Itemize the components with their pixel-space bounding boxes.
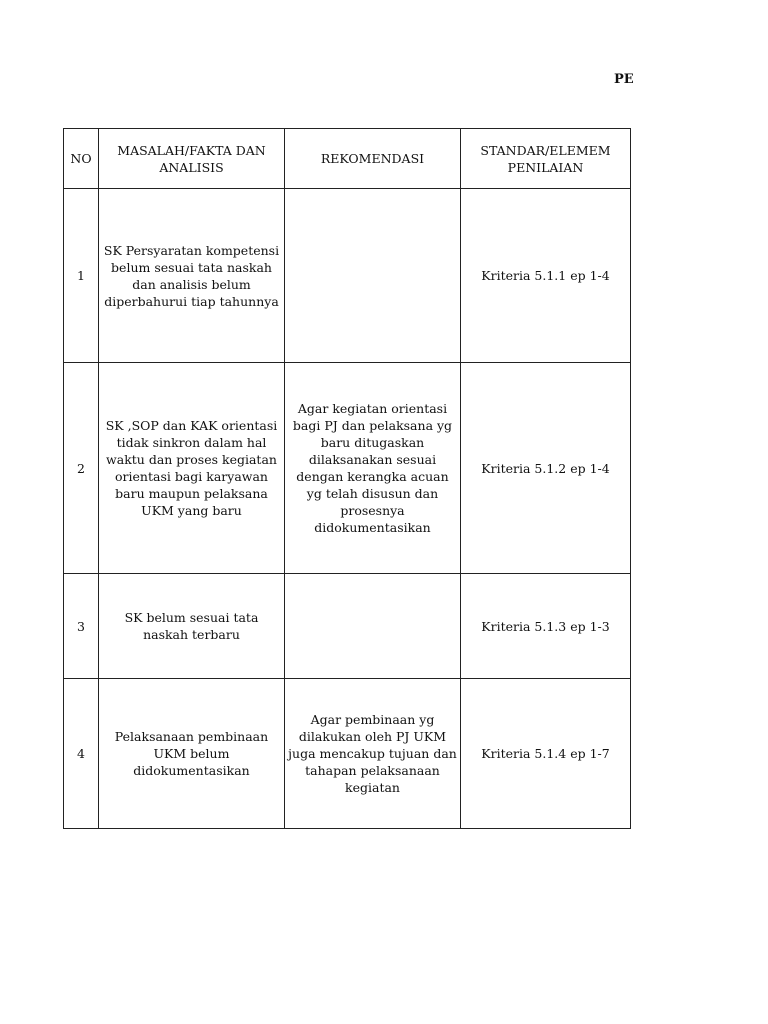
table-row (64, 189, 631, 363)
row-number: 3 (64, 574, 99, 679)
document-title-clipped: PE (614, 72, 634, 87)
row-masalah: SK ,SOP dan KAK orientasi tidak sinkron dalam hal waktu dan proses kegiatan orientasi bagi karyawan baru maupun pelaksana UKM yang baru (99, 363, 285, 574)
assessment-table (63, 128, 631, 829)
table-row (64, 679, 631, 829)
row-number: 4 (64, 679, 99, 829)
row-rekomendasi (285, 189, 461, 363)
header-rekomendasi: REKOMENDASI (285, 129, 461, 189)
row-masalah: SK Persyaratan kompetensi belum sesuai tata naskah dan analisis belum diperbahurui tiap tahunnya (99, 189, 285, 363)
row-standar: Kriteria 5.1.4 ep 1-7 (461, 679, 631, 829)
header-masalah: MASALAH/FAKTA DAN ANALISIS (99, 129, 285, 189)
row-number: 2 (64, 363, 99, 574)
header-no: NO (64, 129, 99, 189)
row-standar: Kriteria 5.1.1 ep 1-4 (461, 189, 631, 363)
row-rekomendasi: Agar kegiatan orientasi bagi PJ dan pelaksana yg baru ditugaskan dilaksanakan sesuai dengan kerangka acuan yg telah disusun dan prosesnya didokumentasikan (285, 363, 461, 574)
table-row (64, 363, 631, 574)
row-number: 1 (64, 189, 99, 363)
row-standar: Kriteria 5.1.2 ep 1-4 (461, 363, 631, 574)
table-row (64, 574, 631, 679)
row-standar: Kriteria 5.1.3 ep 1-3 (461, 574, 631, 679)
row-masalah: SK belum sesuai tata naskah terbaru (99, 574, 285, 679)
header-standar: STANDAR/ELEMEM PENILAIAN (461, 129, 631, 189)
table-header-row (64, 129, 631, 189)
row-rekomendasi (285, 574, 461, 679)
row-masalah: Pelaksanaan pembinaan UKM belum didokumentasikan (99, 679, 285, 829)
row-rekomendasi: Agar pembinaan yg dilakukan oleh PJ UKM juga mencakup tujuan dan tahapan pelaksanaan kegiatan (285, 679, 461, 829)
